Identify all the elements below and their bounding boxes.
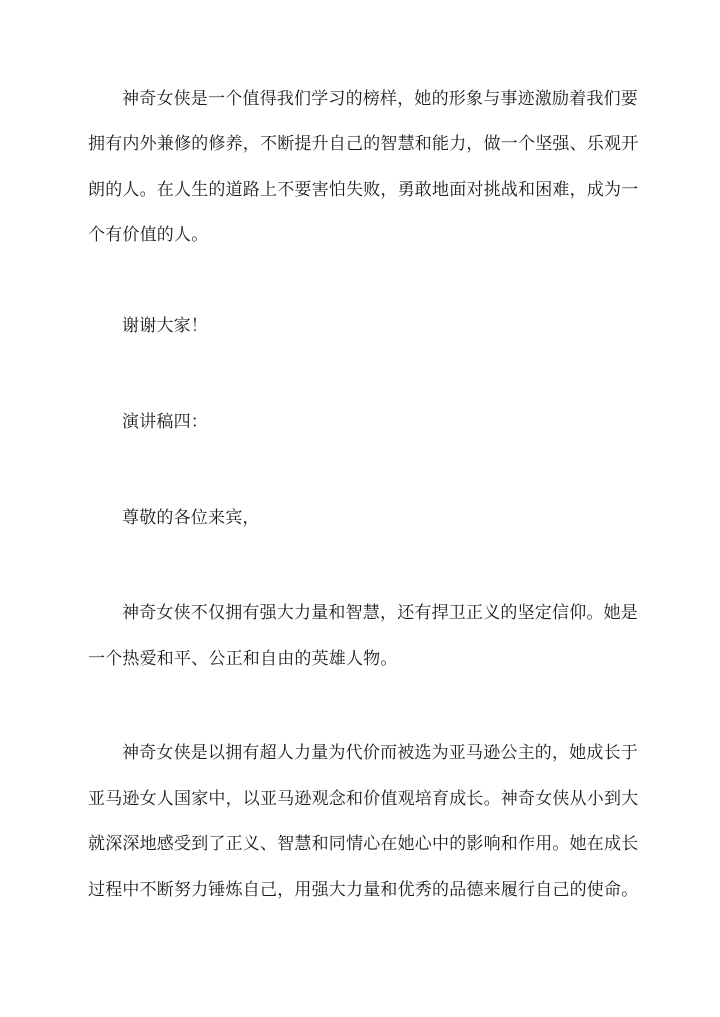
closing-line: 谢谢大家！ [122, 316, 208, 336]
text-line: 个有价值的人。 [88, 225, 209, 245]
text-line: 一个热爱和平、公正和自由的英雄人物。 [88, 649, 398, 669]
text-line: 神奇女侠不仅拥有强大力量和智慧，还有捍卫正义的坚定信仰。她是 [122, 603, 638, 623]
text-line: 神奇女侠是一个值得我们学习的榜样，她的形象与事迹激励着我们要 [122, 89, 638, 109]
salutation-line: 尊敬的各位来宾， [122, 508, 260, 528]
text-line: 神奇女侠是以拥有超人力量为代价而被选为亚马逊公主的，她成长于 [122, 743, 638, 763]
text-line: 拥有内外兼修的修养，不断提升自己的智慧和能力，做一个坚强、乐观开 [88, 134, 639, 154]
text-line: 过程中不断努力锤炼自己，用强大力量和优秀的品德来履行自己的使命。 [88, 880, 639, 900]
section-heading: 演讲稿四： [122, 412, 208, 432]
text-line: 就深深地感受到了正义、智慧和同情心在她心中的影响和作用。她在成长 [88, 834, 639, 854]
text-line: 亚马逊女人国家中，以亚马逊观念和价值观培育成长。神奇女侠从小到大 [88, 789, 639, 809]
text-line: 朗的人。在人生的道路上不要害怕失败，勇敢地面对挑战和困难，成为一 [88, 180, 639, 200]
